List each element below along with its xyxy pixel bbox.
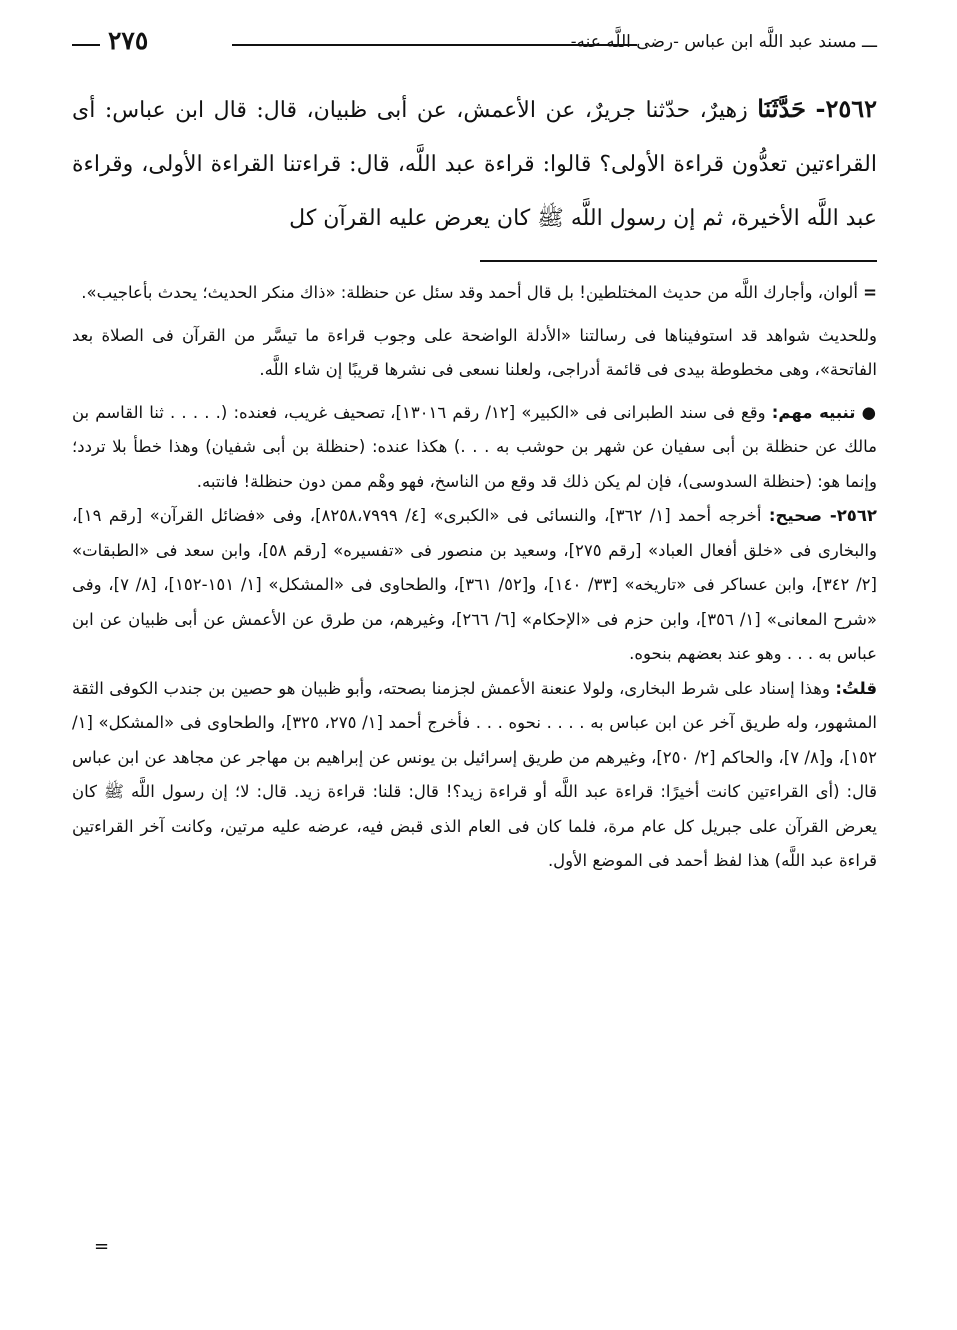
- takhrij-label: ٢٥٦٢- صحيح:: [768, 506, 878, 525]
- footnote-separator: [480, 260, 877, 262]
- hadith-lead: حَدَّثَنَا: [757, 94, 806, 123]
- footnote-text-1: ألوان، وأجارك اللَّه من حديث المختلطين! بل قال أحمد وقد سئل عن حنظلة: «ذاك منكر الحديث؛ يحدث بأعاجيب».: [81, 283, 858, 302]
- hadith-body: زهيرٌ، حدّثنا جريرٌ، عن الأعمش، عن أبى ظبيان، قال: قال ابن عباس: أى القراءتين تعدُّون قراءة الأولى؟ قالوا: قراءة عبد اللَّه، قال: قراءتنا القراءة الأولى، وقراءة عبد اللَّه الأخيرة، ثم إن رسول اللَّه ﷺ كان يعرض عليه القرآن كل: [72, 98, 877, 231]
- bullet-icon: ●: [861, 402, 877, 422]
- running-title: ـــ مسند عبد اللَّه ابن عباس -رضى اللَّه عنه-: [570, 32, 877, 52]
- hadith-text: [72, 82, 877, 246]
- continuation-mark: =: [863, 283, 877, 302]
- end-continuation-mark: =: [94, 1236, 110, 1257]
- footnote-paragraph-2: وللحديث شواهد قد استوفيناها فى رسالتنا «الأدلة الواضحة على وجوب قراءة ما تيسَّر من القرآن فى الصلاة بعد الفاتحة»، وهى مخطوطة بيدى فى قائمة أدراجى، ولعلنا نسعى فى نشرها قريبًا إن شاء اللَّه.: [72, 325, 877, 379]
- footnote-paragraph-1: [72, 276, 877, 311]
- takhrij-text: أخرجه أحمد [١/ ٣٦٢]، والنسائى فى «الكبرى» [٤/ ٨٢٥٨،٧٩٩٩]، وفى «فضائل القرآن» [رقم ١٩]، والبخارى فى «خلق أفعال العباد» [رقم ٢٧٥]، وسعيد بن منصور فى «تفسيره» [رقم ٥٨]، وابن سعد فى «الطبقات» [٢/ ٣٤٢]، وابن عساكر فى «تاريخه» [٣٣/ ١٤٠]، و[٥٢/ ٣٦١]، والطحاوى فى «المشكل» [١/ ١٥١-١٥٢]، [٨/ ٧]، وفى «شرح المعانى» [١/ ٣٥٦]، وابن حزم فى «الإحكام» [٦/ ٢٦٦]، وغيرهم، من طرق عن الأعمش عن أبى ظبيان عن ابن عباس به . . . وهو عند بعضهم بنحوه.: [72, 506, 877, 663]
- header-rule: [232, 44, 637, 46]
- notice-text: وقع فى سند الطبرانى فى «الكبير» [١٢/ رقم ١٣٠١٦]، تصحيف غريب، فعنده: (. . . . . ثنا القاسم بن مالك عن حنظلة بن أبى سفيان عن شهر بن حوشب به . . .) هكذا عنده: (حنظلة بن أبى شفيان) وهذا خطأ بلا تردد؛ وإنما هو: (حنظلة السدوسى)، فإن لم يكن ذلك قد وقع من الناسخ، فهو وهْم ممن دون حنظلة! فانتبه.: [72, 402, 877, 491]
- footnote-paragraph-5: [72, 672, 877, 879]
- header-rule-left: [72, 44, 100, 46]
- footnote-paragraph-4: [72, 499, 877, 672]
- comment-label: قلتُ:: [835, 678, 877, 698]
- page-number: ٢٧٥: [108, 26, 149, 55]
- page-header: [72, 26, 877, 58]
- footnote-paragraph-3: [72, 396, 877, 500]
- footnotes: [72, 276, 877, 879]
- comment-text: وهذا إسناد على شرط البخارى، ولولا عنعنة الأعمش لجزمنا بصحته، وأبو ظبيان هو حصين بن جندب الكوفى الثقة المشهور، وله طريق آخر عن ابن عباس به . . . . نحوه . . . فأخرج أحمد [١/ ٢٧٥، ٣٢٥]، والطحاوى فى «المشكل» [١/ ١٥٢]، و[٨/ ٧]، والحاكم [٢/ ٢٥٠]، وغيرهم من طريق إسرائيل بن يونس عن إبراهيم بن مهاجر عن مجاهد عن ابن عباس قال: (أى القراءتين كانت أخيرًا: قراءة عبد اللَّه أو قراءة زيد؟! قال: قلنا: قراءة زيد. قال: لا؛ إن رسول اللَّه ﷺ كان يعرض القرآن على جبريل كل عام مرة، فلما كان فى العام الذى قبض فيه، عرضه عليه مرتين، وكانت آخر القراءتين قراءة عبد اللَّه) هذا لفظ أحمد فى الموضع الأول.: [72, 678, 877, 870]
- notice-label: تنبيه مهم:: [771, 402, 856, 422]
- hadith-number: ٢٥٦٢-: [815, 94, 877, 123]
